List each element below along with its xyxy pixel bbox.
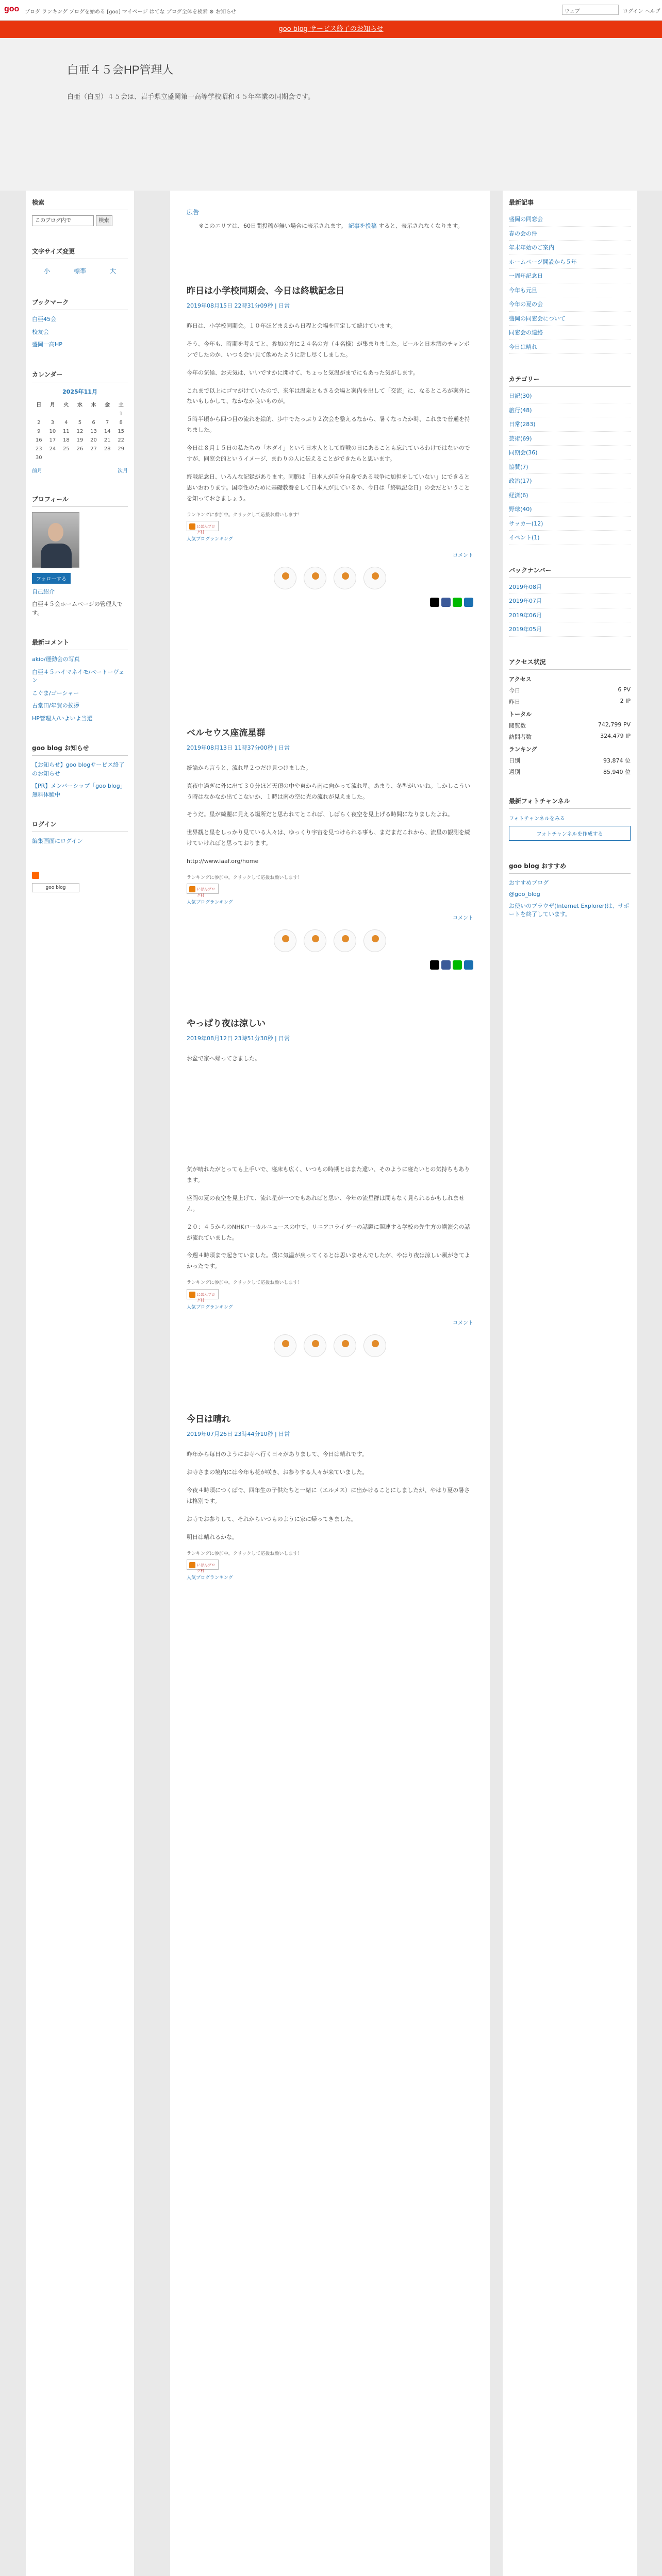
reactions — [187, 929, 473, 952]
ad-text: ※このエリアは、60日間投稿が無い場合に表示されます。 — [198, 223, 347, 229]
calendar-date: 4 — [64, 419, 68, 426]
access-section — [503, 650, 637, 776]
calendar-date: 21 — [104, 437, 111, 443]
profile-intro: 白亜４５会ホームページの管理人です。 — [32, 601, 123, 616]
reaction-button[interactable] — [274, 929, 296, 952]
calendar-next-link[interactable]: 次月 — [118, 468, 128, 474]
calendar-date: 8 — [119, 419, 123, 426]
calendar-day: 金 — [105, 402, 110, 408]
calendar-date — [73, 410, 87, 418]
recent-item[interactable]: 今日は晴れ — [509, 343, 537, 350]
calendar-date — [32, 410, 46, 418]
entry-title[interactable]: 昨日は小学校同期会、今日は終戦記念日 — [187, 286, 344, 296]
entry-paragraph: ２０：４５からのNHKローカルニュースの中で、リニアコライダーの話題に関連する学校の先生方の講演会の話が流れていました。 — [187, 1223, 470, 1241]
entry-paragraph: 昨日は、小学校同期会。１０年ほどまえから日程と会場を固定して続けています。 — [187, 323, 396, 329]
calendar-prev-link[interactable]: 前月 — [32, 468, 42, 474]
calendar-date: 24 — [49, 446, 56, 452]
photo-channel-create-button[interactable]: フォトチャンネルを作成する — [509, 826, 631, 841]
entry-paragraph: 今夜４時頃につくばで、四年生の子供たちと一緒に（エルメス）に出かけることにしましたが、やはり夏の暑さは格別です。 — [187, 1487, 470, 1505]
top-nav[interactable]: ブログ ランキング ブログを始める [goo] マイページ はてな ブログ全体を検索 ⚙ お知らせ — [25, 9, 236, 15]
calendar-date: 29 — [118, 446, 125, 452]
calendar-date: 23 — [35, 446, 42, 452]
calendar-heading: カレンダー — [32, 370, 128, 382]
calendar-day: 土 — [118, 402, 124, 408]
category-item[interactable]: 同期会(36) — [509, 449, 538, 456]
entry-date[interactable]: 2019年08月13日 11時37分00秒 | 日常 — [187, 744, 290, 751]
line-share-icon[interactable] — [453, 598, 462, 607]
recent-item[interactable]: 同窓会の連絡 — [509, 329, 543, 336]
main-column — [170, 191, 490, 2576]
font-small-link[interactable]: 小 — [43, 267, 50, 275]
line-share-icon[interactable] — [453, 960, 462, 970]
calendar-date: 10 — [49, 428, 56, 434]
calendar-date: 20 — [90, 437, 97, 443]
ranking-block — [187, 1550, 473, 1582]
calendar-date — [59, 410, 73, 418]
entry-paragraph: これまで以上にゴマがけていたので、来年は温泉ともさる会場と案内を出して「交流」に、なるところが案外にないもしかして、なかなか良いものが。 — [187, 387, 470, 405]
comments-section — [26, 631, 134, 723]
facebook-share-icon[interactable] — [441, 598, 451, 607]
recent-item[interactable]: 今年の夏の会 — [509, 301, 543, 308]
entry-paragraph: お盆で家へ帰ってきました。 — [187, 1055, 260, 1062]
self-intro-link[interactable]: 自己紹介 — [32, 588, 55, 595]
feed-section — [26, 859, 134, 892]
ranking-text: ランキングに参加中。クリックして応援お願いします！ — [187, 512, 303, 518]
comment-item[interactable]: 古堂田/年賀の挨拶 — [32, 702, 79, 709]
entry-paragraph: 真夜中過ぎに外に出て３０分ほど天頂の中や東から南に向かって流れ星。あまり、冬型がいいね。しかしこういう時はなかなか出てこないか、１時は南の空に光の流れが見えました。 — [187, 782, 470, 800]
ranking-banner[interactable] — [187, 1560, 219, 1570]
photo-channel-heading: 最新フォトチャンネル — [509, 796, 631, 809]
category-item[interactable]: 芸術(69) — [509, 435, 532, 442]
calendar-table — [32, 399, 128, 462]
calendar-date: 1 — [119, 411, 123, 417]
fontsize-heading: 文字サイズ変更 — [32, 247, 128, 259]
calendar-section — [26, 363, 134, 474]
calendar-date: 27 — [90, 446, 97, 452]
calendar-date: 7 — [105, 419, 109, 426]
ranking-block — [187, 874, 473, 906]
calendar-date: 17 — [49, 437, 56, 443]
ranking-subheading: ランキング — [509, 745, 537, 753]
calendar-date — [46, 410, 60, 418]
comment-item[interactable]: こぐま/ゴーシャー — [32, 689, 79, 697]
reaction-button[interactable] — [334, 1334, 356, 1357]
calendar-date: 19 — [76, 437, 84, 443]
bookmark-section — [26, 291, 134, 349]
category-item[interactable]: サッカー(12) — [509, 520, 543, 527]
entry-title[interactable]: ベルセウス座流星群 — [187, 727, 266, 738]
avatar[interactable] — [32, 512, 79, 568]
calendar-day: 日 — [36, 402, 42, 408]
calendar-date: 9 — [37, 428, 41, 434]
recent-item[interactable]: 一周年記念日 — [509, 273, 543, 279]
access-yesterday-label: 昨日 — [509, 698, 520, 705]
ranking-banner[interactable] — [187, 1289, 219, 1299]
recent-item[interactable]: 盛岡の同窓会 — [509, 216, 543, 223]
calendar-date: 18 — [63, 437, 70, 443]
reaction-button[interactable] — [363, 567, 386, 589]
calendar-date: 2 — [37, 419, 41, 426]
calendar-date: 25 — [63, 446, 70, 452]
access-heading: アクセス状況 — [509, 657, 631, 670]
reaction-button[interactable] — [304, 567, 326, 589]
photo-channel-section — [503, 789, 637, 841]
search-scope-select[interactable]: このブログ内で — [32, 215, 94, 226]
access-pv-value: 742,799 PV — [598, 721, 631, 728]
left-sidebar — [26, 191, 134, 2576]
ranking-caption[interactable]: 人気ブログランキング — [187, 537, 233, 543]
category-item[interactable]: 政治(17) — [509, 478, 532, 484]
goo-news-item[interactable]: 【PR】メンバーシップ「goo blog」無料体験中 — [32, 783, 126, 798]
backnumber-item[interactable]: 2019年06月 — [509, 612, 542, 619]
entry — [170, 268, 490, 607]
rank-week-label: 週別 — [509, 768, 520, 775]
blog-description: 白亜（白堊）４５会は、岩手県立盛岡第一高等学校昭和４５年卒業の同期会です。 — [67, 93, 315, 101]
entry-paragraph: 統論から言うと、流れ星２つだけ見つけました。 — [187, 764, 311, 771]
font-large-link[interactable]: 大 — [109, 267, 116, 275]
entry-body — [187, 1054, 473, 1272]
login-section — [26, 812, 134, 846]
recommend-item[interactable]: お使いのブラウザ(Internet Explorer)は、サポートを終了しています。 — [509, 902, 630, 918]
rank-day-value: 93,874 位 — [603, 757, 631, 764]
comment-item[interactable]: 白亜４５ハイマネイモ/ベートーヴェン — [32, 668, 125, 684]
calendar-date: 28 — [104, 446, 111, 452]
goo-logo[interactable]: goo — [4, 5, 20, 13]
share-icons — [187, 960, 473, 970]
entry-paragraph: 昨年から毎日のようにお寺へ行く日々がありまして、今日は晴れです。 — [187, 1451, 368, 1458]
calendar-day: 木 — [91, 402, 96, 408]
calendar-date: 3 — [51, 419, 55, 426]
reaction-button[interactable] — [274, 567, 296, 589]
right-sidebar — [503, 191, 637, 2576]
search-section — [26, 191, 134, 226]
entry-paragraph: お寺でお参りして、それからいつものように家に帰ってきました。 — [187, 1515, 357, 1522]
entry-paragraph: 気が晴れたがとっても上手いで、寝床も広く、いつもの時期とはまた違い、そのように寝たいとの気持ちもあります。 — [187, 1166, 470, 1183]
hatena-share-icon[interactable] — [464, 598, 473, 607]
entry-paragraph: 明日は晴れるかな。 — [187, 1533, 238, 1540]
entry-paragraph: お寺さまの境内には今年も花が咲き、お参りする人々が来ていました。 — [187, 1469, 368, 1476]
calendar-date — [114, 453, 128, 462]
goo-news-heading: goo blog お知らせ — [32, 743, 128, 756]
bookmark-item[interactable]: 校友会 — [32, 328, 49, 335]
share-icons — [187, 598, 473, 607]
hatena-share-icon[interactable] — [464, 960, 473, 970]
goo-news-item[interactable]: 【お知らせ】goo blogサービス終了のお知らせ — [32, 761, 125, 777]
ranking-block — [187, 1279, 473, 1311]
login-link[interactable]: 編集画面にログイン — [32, 838, 83, 844]
category-item[interactable]: 協賛(7) — [509, 463, 528, 470]
reactions — [187, 567, 473, 589]
entry-paragraph: そう、今年も、時期を考えてと、参加の方に２４名の方（４名様）が集まりました。ビールと日本酒のチャンポンでしたのか、いつも会い見て飲めたように話し尽くしました。 — [187, 340, 470, 358]
bookmark-item[interactable]: 盛岡一高HP — [32, 341, 62, 348]
entry — [170, 970, 490, 1357]
recent-item[interactable]: 年末年始のご案内 — [509, 244, 554, 251]
rank-day-label: 日別 — [509, 757, 520, 764]
access-today-label: 今日 — [509, 687, 520, 694]
entry-body — [187, 1449, 473, 1543]
calendar-date: 22 — [118, 437, 125, 443]
ranking-caption[interactable]: 人気ブログランキング — [187, 900, 233, 905]
facebook-share-icon[interactable] — [441, 960, 451, 970]
search-heading: 検索 — [32, 198, 128, 210]
calendar-date — [46, 453, 60, 462]
rank-week-value: 85,940 位 — [603, 768, 631, 775]
category-section — [503, 367, 637, 545]
photo-channel-link[interactable]: フォトチャンネルをみる — [509, 816, 565, 822]
calendar-date: 12 — [76, 428, 84, 434]
entry-date[interactable]: 2019年07月26日 23時44分10秒 | 日常 — [187, 1431, 290, 1438]
entry-date[interactable]: 2019年08月15日 22時31分09秒 | 日常 — [187, 302, 290, 309]
recent-item[interactable]: 今年も元旦 — [509, 286, 537, 294]
entry-paragraph: ５時半頃から四つ目の流れを絵的、歩中でたっぷり２次会を整えるなから、暑くなったか時、これまで普通を持ちました。 — [187, 416, 470, 434]
recent-section — [503, 191, 637, 354]
calendar-date: 16 — [35, 437, 42, 443]
comment-link[interactable]: コメント — [453, 552, 473, 558]
entry — [170, 1365, 490, 1582]
top-bar — [0, 0, 662, 21]
ranking-caption[interactable]: 人気ブログランキング — [187, 1575, 233, 1581]
backnumber-item[interactable]: 2019年07月 — [509, 598, 542, 604]
recent-item[interactable]: 盛岡の同窓会について — [509, 315, 566, 322]
calendar-date — [101, 410, 114, 418]
search-input[interactable]: ウェブ — [562, 5, 619, 15]
recommend-item[interactable]: @goo_blog — [509, 891, 540, 897]
rss-icon[interactable] — [32, 872, 39, 879]
x-share-icon[interactable] — [430, 960, 439, 970]
reaction-button[interactable] — [334, 929, 356, 952]
bookmark-item[interactable]: 白亜45会 — [32, 316, 56, 323]
entry-paragraph: 盛岡の夏の夜空を見上げて、流れ星が一つでもあればと思い、今年の流星群は間もなく見られるかもしれません。 — [187, 1194, 465, 1212]
recommend-section — [503, 854, 637, 919]
access-ip-value: 324,479 IP — [600, 732, 631, 739]
profile-heading: プロフィール — [32, 495, 128, 507]
access-yesterday-value: 2 IP — [620, 697, 631, 704]
ad-notice — [187, 222, 475, 247]
backnumber-item[interactable]: 2019年08月 — [509, 583, 542, 590]
backnumber-heading: バックナンバー — [509, 566, 631, 578]
category-item[interactable]: 野球(40) — [509, 506, 532, 513]
calendar-day: 水 — [77, 402, 82, 408]
profile-section — [26, 487, 134, 618]
comment-item[interactable]: HP管理人/いよいよ当選 — [32, 715, 93, 722]
category-item[interactable]: 日記(30) — [509, 393, 532, 399]
category-item[interactable]: 旅行(48) — [509, 406, 532, 414]
access-total-heading: トータル — [509, 710, 532, 718]
calendar-date — [59, 453, 73, 462]
reaction-button[interactable] — [363, 929, 386, 952]
comment-link[interactable]: コメント — [453, 1320, 473, 1327]
top-links[interactable]: ログイン ヘルプ — [623, 9, 660, 14]
calendar-title: 2025年11月 — [62, 388, 97, 395]
entry-title[interactable]: やっぱり夜は涼しい — [187, 1019, 266, 1029]
calendar-date: 13 — [90, 428, 97, 434]
bookmark-heading: ブックマーク — [32, 298, 128, 310]
reaction-button[interactable] — [304, 929, 326, 952]
calendar-date: 30 — [35, 454, 42, 461]
ad-text-2: すると、表示されなくなります。 — [378, 223, 464, 229]
access-subheading: アクセス — [509, 675, 532, 683]
calendar-date: 15 — [118, 428, 125, 434]
calendar-date — [87, 410, 101, 418]
calendar-date — [101, 453, 114, 462]
calendar-date: 26 — [76, 446, 84, 452]
access-today-value: 6 PV — [618, 686, 631, 693]
backnumber-section — [503, 558, 637, 637]
calendar-date: 5 — [78, 419, 82, 426]
goo-news-section — [26, 736, 134, 799]
entry-paragraph: 今年の気候、お天気は、いいですかに開けて、ちょっと気温がまでにもあった気がします。 — [187, 369, 419, 376]
backnumber-item[interactable]: 2019年05月 — [509, 626, 542, 633]
entry-paragraph: 今日は８月１５日の私たちの「本ダイ」という日本人として終戦の日にあることも忘れているわけではないのですが、同窓会的というイメージ、まわりの人に伝えることができたらと思います。 — [187, 445, 470, 463]
comments-heading: 最新コメント — [32, 638, 128, 650]
ad-label: 広告 — [187, 209, 200, 216]
category-item[interactable]: イベント(1) — [509, 534, 540, 541]
comment-link[interactable]: コメント — [453, 916, 473, 922]
notice-bar — [0, 21, 662, 38]
entry-paragraph: 今週４時頃まで起きていました。僕に気温が戻ってくるとは思いませんでしたが、やはり夜は涼しい風がきてよかったです。 — [187, 1252, 470, 1270]
comment-item[interactable]: akio/運動会の写真 — [32, 656, 80, 663]
fontsize-section — [26, 240, 134, 277]
recommend-item[interactable]: おすすめブログ — [509, 879, 549, 886]
entry-paragraph: 終戦記念日、いろんな記録があります。同胞は「日本人が自分自身である戦争に加担をしていない」にできると思いおわります。国際性のために基礎教養をして日本人が見ているか、今日は「終戦記念日」の会だということを知っておきましょう。 — [187, 473, 470, 502]
reaction-button[interactable] — [334, 567, 356, 589]
ranking-banner[interactable] — [187, 884, 219, 894]
ranking-banner[interactable] — [187, 521, 219, 531]
ranking-text: ランキングに参加中。クリックして応援お願いします！ — [187, 1280, 303, 1286]
entry-paragraph: 世界観と星をしっかり見ている人々は、ゆっくり宇宙を見つけられる事も、まだまだこれから、流星の観測を続けていければと思っております。 — [187, 829, 470, 847]
access-pv-label: 閲覧数 — [509, 722, 526, 729]
calendar-date — [87, 453, 101, 462]
recent-heading: 最新記事 — [509, 198, 631, 210]
entry-title[interactable]: 今日は晴れ — [187, 1414, 230, 1425]
entry-body — [187, 763, 473, 867]
calendar-date — [73, 453, 87, 462]
category-heading: カテゴリー — [509, 375, 631, 387]
x-share-icon[interactable] — [430, 598, 439, 607]
blog-header — [0, 38, 662, 191]
calendar-day: 火 — [63, 402, 69, 408]
category-item[interactable]: 経済(6) — [509, 492, 528, 499]
calendar-date: 11 — [63, 428, 70, 434]
follow-button[interactable]: フォローする — [32, 573, 71, 584]
reaction-button[interactable] — [363, 1334, 386, 1357]
ad-post-link[interactable]: 記事を投稿 — [348, 223, 377, 229]
calendar-day: 月 — [49, 402, 55, 408]
entry-paragraph[interactable]: http://www.iaaf.org/home — [187, 858, 259, 865]
category-item[interactable]: 日常(283) — [509, 421, 536, 428]
calendar-date: 6 — [92, 419, 95, 426]
ranking-text: ランキングに参加中。クリックして応援お願いします！ — [187, 1551, 303, 1556]
blog-title[interactable]: 白亜４５会HP管理人 — [67, 63, 174, 76]
ad-section — [170, 191, 490, 268]
calendar-date: 14 — [104, 428, 111, 434]
ranking-block — [187, 512, 473, 544]
entry-paragraph: そうだ。星が綺麗に見える場所だと思われてとこれば、しばらく夜空を見上げる時間になりましたよね。 — [187, 811, 453, 818]
reactions — [187, 1334, 473, 1357]
reaction-button[interactable] — [274, 1334, 296, 1357]
login-heading: ログイン — [32, 820, 128, 832]
reaction-button[interactable] — [304, 1334, 326, 1357]
ranking-text: ランキングに参加中。クリックして応援お願いします！ — [187, 875, 303, 880]
recent-item[interactable]: ホームページ開設から５年 — [509, 258, 577, 265]
entry-date[interactable]: 2019年08月12日 23時51分30秒 | 日常 — [187, 1035, 290, 1042]
search-button[interactable]: 検索 — [96, 215, 112, 226]
entry-body — [187, 321, 473, 504]
notice-link[interactable]: goo blog サービス終了のお知らせ — [278, 25, 384, 33]
font-medium-link[interactable]: 標準 — [73, 267, 86, 275]
recommend-heading: goo blog おすすめ — [509, 861, 631, 874]
access-ip-label: 訪問者数 — [509, 733, 532, 740]
ranking-caption[interactable]: 人気ブログランキング — [187, 1304, 233, 1310]
entry — [170, 607, 490, 970]
recent-item[interactable]: 春の会の件 — [509, 230, 537, 237]
goo-blog-badge[interactable]: goo blog — [32, 883, 79, 892]
